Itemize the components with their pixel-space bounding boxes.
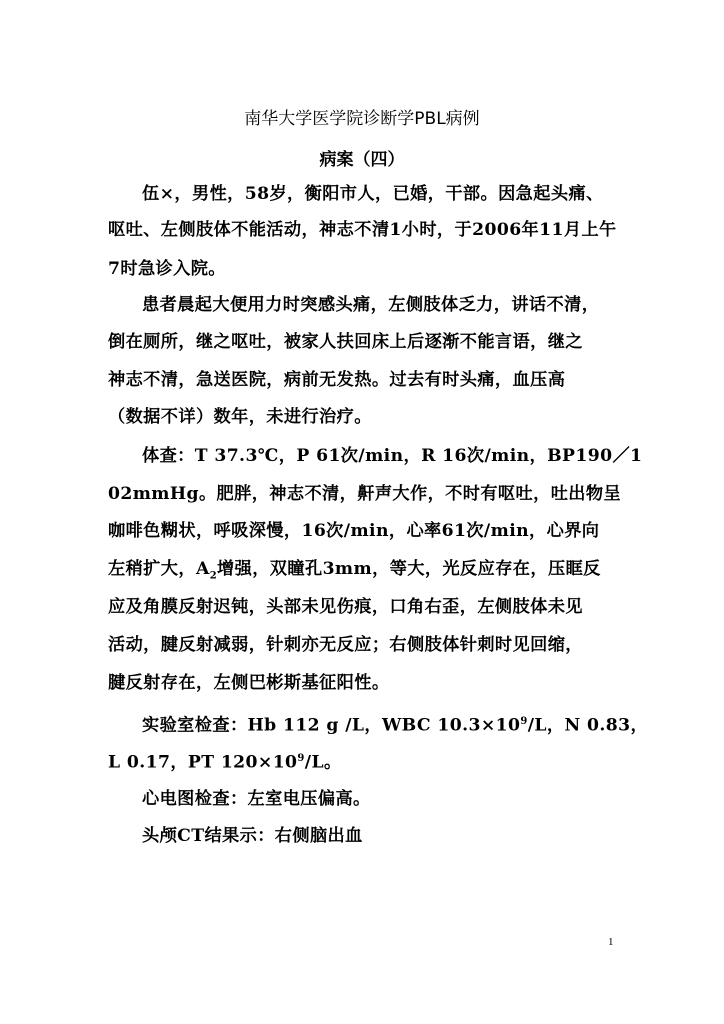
paragraph-line xyxy=(142,711,652,737)
paragraph-line: 02mmHg。肥胖，神志不清，鼾声大作，不时有呕吐，吐出物呈 xyxy=(108,484,622,504)
paragraph-line: 咖啡色糊状，呼吸深慢，16次/min，心率61次/min，心界向 xyxy=(108,521,600,541)
subscript: 2 xyxy=(209,570,218,582)
paragraph-line: 伍×，男性，58岁，衡阳市人，已婚，干部。因急起头痛、 xyxy=(142,184,604,204)
paragraph-line: 腱反射存在，左侧巴彬斯基征阳性。 xyxy=(108,673,390,693)
paragraph-line: 倒在厕所，继之呕吐，被家人扶回床上后逐渐不能言语，继之 xyxy=(108,332,583,352)
document-title: 南华大学医学院诊断学PBL病例 xyxy=(244,109,480,129)
line-segment: 左稍扩大，A xyxy=(108,559,210,579)
line-segment: 实验室检查：Hb 112 g /L，WBC 10.3×10 xyxy=(142,715,521,736)
paragraph-line: 活动，腱反射减弱，针刺亦无反应；右侧肢体针刺时见回缩， xyxy=(108,635,583,655)
paragraph-line: （数据不详）数年，未进行治疗。 xyxy=(108,407,372,427)
paragraph-line: 头颅CT结果示：右侧脑出血 xyxy=(142,826,363,846)
paragraph-line xyxy=(108,748,618,774)
paragraph-line: 神志不清，急送医院，病前无发热。过去有时头痛，血压高 xyxy=(108,370,566,390)
paragraph-line: 患者晨起大便用力时突感头痛，左侧肢体乏力，讲话不清， xyxy=(142,295,600,315)
line-segment: L 0.17，PT 120×10 xyxy=(108,752,298,773)
line-segment: /L，N 0.83， xyxy=(527,715,649,736)
paragraph-line: 心电图检查：左室电压偏高。 xyxy=(142,789,371,809)
line-segment: /L。 xyxy=(304,752,342,773)
paragraph-line: 呕吐、左侧肢体不能活动，神志不清1小时，于2006年11月上午 xyxy=(108,220,617,240)
paragraph-line: 应及角膜反射迟钝，头部未见伤痕，口角右歪，左侧肢体未见 xyxy=(108,597,583,617)
paragraph-line: 7时急诊入院。 xyxy=(108,259,226,279)
line-segment: 增强，双瞳孔3mm，等大，光反应存在，压眶反 xyxy=(217,559,601,579)
paragraph-line: 体查：T 37.3℃，P 61次/min，R 16次/min，BP190／1 xyxy=(142,446,643,466)
paragraph-line xyxy=(108,558,618,587)
superscript: 9 xyxy=(520,716,528,727)
case-subtitle: 病案（四） xyxy=(319,150,405,170)
superscript: 9 xyxy=(297,753,305,764)
page-number: 1 xyxy=(608,936,614,948)
